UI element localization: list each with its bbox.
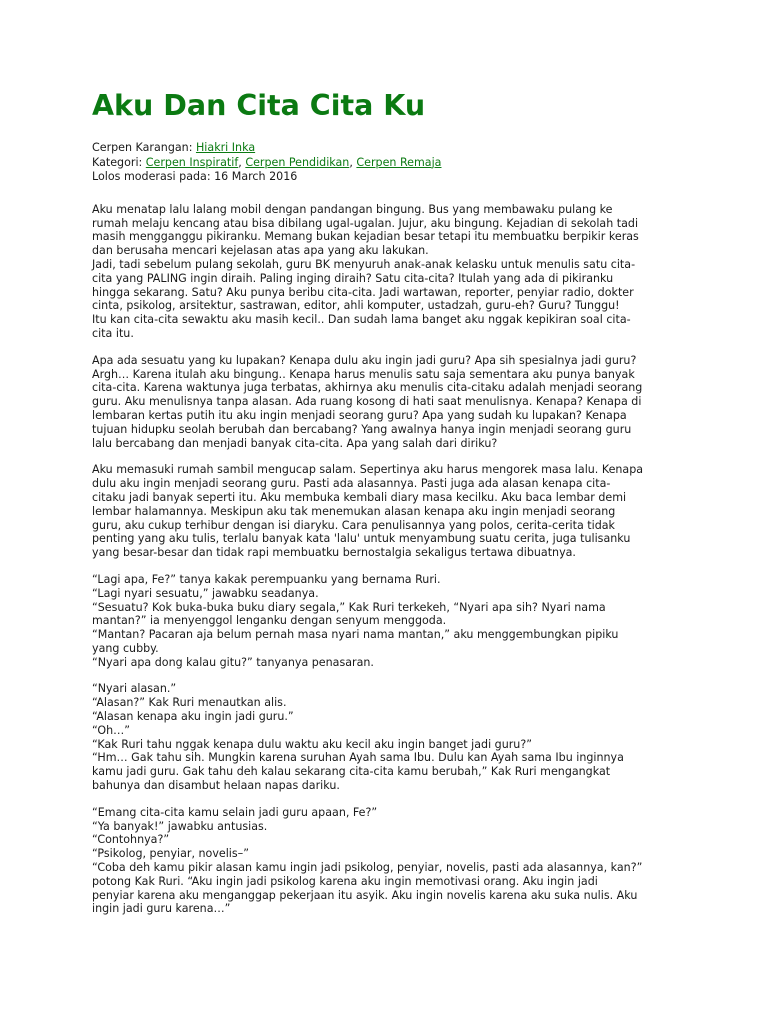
paragraph-line: guru, aku cukup terhibur dengan isi diaryku. Cara penulisannya yang polos, cerita-cerita tidak (92, 518, 615, 532)
paragraph-line: penyiar karena aku menganggap pekerjaan itu asyik. Aku ingin novelis karena aku suka nulis. Aku (92, 888, 638, 902)
paragraph-line: “Oh…” (92, 723, 130, 737)
paragraph-line: citaku jadi banyak seperti itu. Aku membuka kembali diary masa kecilku. Aku baca lembar demi (92, 490, 627, 504)
paragraph-line: hingga sekarang. Satu? Aku punya beribu cita-cita. Jadi wartawan, reporter, penyiar radio, dokter (92, 285, 634, 299)
paragraph-line: “Sesuatu? Kok buka-buka buku diary segala,” Kak Ruri terkekeh, “Nyari apa sih? Nyari nama (92, 600, 606, 614)
paragraph-line: cita-cita. Karena waktunya juga terbatas, akhirnya aku menulis cita-citaku adalah menjadi seorang (92, 381, 643, 395)
paragraph-line: dan berusaha mencari kejelasan atas apa yang aku lakukan. (92, 244, 429, 258)
paragraph-line: “Lagi nyari sesuatu,” jawabku seadanya. (92, 586, 319, 600)
paragraph-line: “Emang cita-cita kamu selain jadi guru apaan, Fe?” (92, 805, 378, 819)
category-label: Kategori: (92, 155, 146, 169)
article-title: Aku Dan Cita Cita Ku (92, 89, 426, 122)
category-link-inspiratif[interactable]: Cerpen Inspiratif (145, 155, 239, 169)
article-meta (92, 141, 678, 185)
story-paragraph (92, 203, 678, 341)
paragraph-line: “Alasan?” Kak Ruri menautkan alis. (92, 696, 287, 710)
paragraph-line: Apa ada sesuatu yang ku lupakan? Kenapa dulu aku ingin jadi guru? Apa sih spesialnya jadi guru? (92, 353, 637, 367)
paragraph-line: rumah melaju kencang atau bisa dibilang ugal-ugalan. Jujur, aku bingung. Kejadian di sekolah tadi (92, 216, 639, 230)
paragraph-line: “Nyari alasan.” (92, 682, 177, 696)
paragraph-line: “Kak Ruri tahu nggak kenapa dulu waktu aku kecil aku ingin banget jadi guru?” (92, 737, 532, 751)
story-paragraph (92, 682, 678, 792)
paragraph-line: lembaran kertas putih itu aku ingin menjadi seorang guru? Apa yang sudah ku lupakan? Kenapa (92, 408, 627, 422)
paragraph-line: yang cubby. (92, 641, 159, 655)
paragraph-line: Jadi, tadi sebelum pulang sekolah, guru BK menyuruh anak-anak kelasku untuk menulis satu cita- (92, 257, 636, 271)
paragraph-line: mantan?” ia menyenggol lenganku dengan senyum menggoda. (92, 614, 447, 628)
story-paragraph (92, 806, 678, 916)
paragraph-line: dulu aku ingin menjadi seorang guru. Pasti ada alasannya. Pasti juga ada alasan kenapa cita- (92, 477, 611, 491)
paragraph-line: “Nyari apa dong kalau gitu?” tanyanya penasaran. (92, 655, 374, 669)
paragraph-line: kamu jadi guru. Gak tahu deh kalau sekarang cita-cita kamu berubah,” Kak Ruri mengangkat (92, 765, 611, 779)
paragraph-line: Aku menatap lalu lalang mobil dengan pandangan bingung. Bus yang membawaku pulang ke (92, 202, 613, 216)
moderation-date: Lolos moderasi pada: 16 March 2016 (92, 170, 298, 184)
paragraph-line: penting yang aku tulis, terlalu banyak kata 'lalu' untuk menyambung suatu cerita, juga tulisanku (92, 532, 631, 546)
paragraph-line: “Hm… Gak tahu sih. Mungkin karena suruhan Ayah sama Ibu. Dulu kan Ayah sama Ibu inginnya (92, 751, 624, 765)
paragraph-line: Aku memasuki rumah sambil mengucap salam. Sepertinya aku harus mengorek masa lalu. Kenapa (92, 463, 644, 477)
category-separator: , (349, 155, 357, 169)
story-paragraph (92, 573, 678, 670)
paragraph-line: yang besar-besar dan tidak rapi membuatku bernostalgia sekaligus tertawa dibuatnya. (92, 546, 576, 560)
paragraph-line: cita itu. (92, 326, 134, 340)
paragraph-line: bahunya dan disambut helaan napas dariku. (92, 779, 340, 793)
paragraph-line: “Coba deh kamu pikir alasan kamu ingin jadi psikolog, penyiar, novelis, pasti ada alasannya, kan?” (92, 861, 643, 875)
category-separator: , (238, 155, 246, 169)
paragraph-line: potong Kak Ruri. “Aku ingin jadi psikolog karena aku ingin memotivasi orang. Aku ingin jadi (92, 874, 598, 888)
paragraph-line: lalu bercabang dan menjadi banyak cita-cita. Apa yang salah dari diriku? (92, 436, 498, 450)
paragraph-line: Itu kan cita-cita sewaktu aku masih kecil.. Dan sudah lama banget aku nggak kepikiran soal cita- (92, 313, 631, 327)
paragraph-line: “Alasan kenapa aku ingin jadi guru.” (92, 710, 294, 724)
author-line (92, 141, 678, 156)
paragraph-line: tujuan hidupku seolah berubah dan bercabang? Yang awalnya hanya ingin menjadi seorang guru (92, 422, 632, 436)
paragraph-line: cita yang PALING ingin diraih. Paling inging diraih? Satu cita-cita? Itulah yang ada di pikiranku (92, 271, 614, 285)
paragraph-line: “Ya banyak!” jawabku antusias. (92, 819, 268, 833)
paragraph-line: “Mantan? Pacaran aja belum pernah masa nyari nama mantan,” aku menggembungkan pipiku (92, 628, 619, 642)
paragraph-line: cinta, psikolog, arsitektur, sastrawan, editor, ahli komputer, ustadzah, guru-eh? Guru? Tunggu! (92, 299, 620, 313)
author-label: Cerpen Karangan: (92, 141, 196, 154)
category-link-remaja[interactable]: Cerpen Remaja (356, 155, 442, 169)
author-link[interactable]: Hiakri Inka (195, 141, 256, 154)
paragraph-line: guru. Aku menulisnya tanpa alasan. Ada ruang kosong di hati saat menulisnya. Kenapa? Kenapa di (92, 395, 642, 409)
paragraph-line: masih mengganggu pikiranku. Memang bukan kejadian besar tetapi itu membuatku berpikir keras (92, 230, 639, 244)
paragraph-line: “Psikolog, penyiar, novelis–” (92, 847, 249, 861)
story-paragraph (92, 354, 678, 451)
paragraph-line: “Lagi apa, Fe?” tanya kakak perempuanku yang bernama Ruri. (92, 572, 441, 586)
paragraph-line: ingin jadi guru karena…” (92, 902, 231, 916)
category-line (92, 156, 678, 171)
paragraph-line: lembar halamannya. Meskipun aku tak menemukan alasan kenapa aku ingin menjadi seorang (92, 504, 616, 518)
paragraph-line: Argh… Karena itulah aku bingung.. Kenapa harus menulis satu saja sementara aku punya banyak (92, 367, 635, 381)
story-body (92, 203, 678, 916)
paragraph-line: “Contohnya?” (92, 833, 170, 847)
story-paragraph (92, 463, 678, 560)
category-link-pendidikan[interactable]: Cerpen Pendidikan (245, 155, 350, 169)
